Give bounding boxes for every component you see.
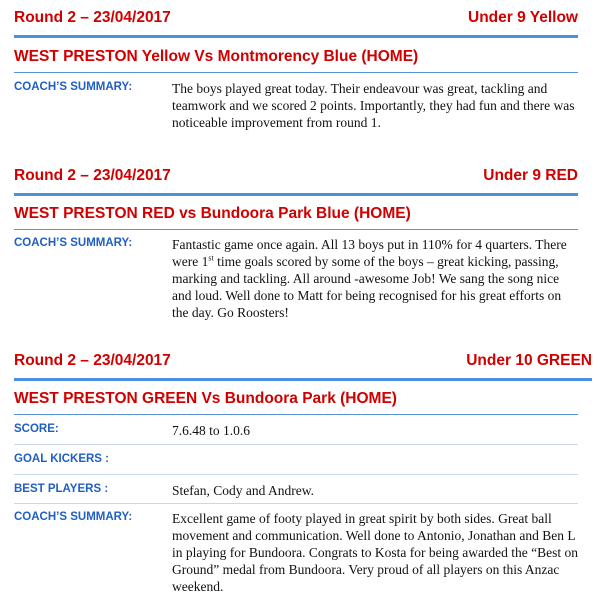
best-players-value: Stefan, Cody and Andrew. [172,483,314,498]
section-divider [14,378,592,381]
score-label: SCORE: [14,423,59,435]
coach-summary-label: COACH’S SUMMARY: [14,511,133,523]
goal-kickers-label: GOAL KICKERS : [14,453,109,465]
section-divider [14,35,578,38]
best-players-label: BEST PLAYERS : [14,483,109,495]
coach-summary-text: The boys played great today. Their endeavour was great, tackling and teamwork and we scored 2 points. Importantly, they had fun and there was noticeable improvement from round 1. [172,81,575,130]
coach-summary-text-part: Fantastic game once again. All 13 boys put in 110% for 4 quarters. There were 1 [172,237,567,269]
team-name: Under 9 RED [483,167,578,184]
team-name: Under 9 Yellow [468,9,578,26]
coach-summary-label: COACH’S SUMMARY: [14,81,133,93]
section-divider [14,193,578,196]
match-underline [14,229,578,230]
coach-summary-text-part: time goals scored by some of the boys – great kicking, passing, marking and tackling. All around -awesome Job! We sang the song nice and loud. Well done to Matt for being recognised for his great efforts on the day. Go Roosters! [172,254,562,320]
row-divider [14,444,578,445]
round-date: Round 2 – 23/04/2017 [14,352,171,369]
coach-summary-text [172,236,580,321]
match-underline [14,414,578,415]
row-divider [14,474,578,475]
coach-summary-label: COACH’S SUMMARY: [14,237,133,249]
match-underline [14,72,578,73]
match-title: WEST PRESTON Yellow Vs Montmorency Blue (HOME) [14,48,419,65]
match-title: WEST PRESTON GREEN Vs Bundoora Park (HOME) [14,390,397,407]
team-name: Under 10 GREEN [466,352,592,369]
row-divider [14,503,578,504]
round-date: Round 2 – 23/04/2017 [14,9,171,26]
score-value: 7.6.48 to 1.0.6 [172,423,251,438]
coach-summary-text: Excellent game of footy played in great spirit by both sides. Great ball movement and communication. Well done to Antonio, Jonathan and Ben L in playing for Bundoora. Congrats to Kosta for being awarded the “Best on Ground” medal from Bundoora. Very proud of all players on this Anzac weekend. [172,511,579,594]
round-date: Round 2 – 23/04/2017 [14,167,171,184]
ordinal-suffix: st [208,253,214,263]
match-title: WEST PRESTON RED vs Bundoora Park Blue (HOME) [14,205,411,222]
